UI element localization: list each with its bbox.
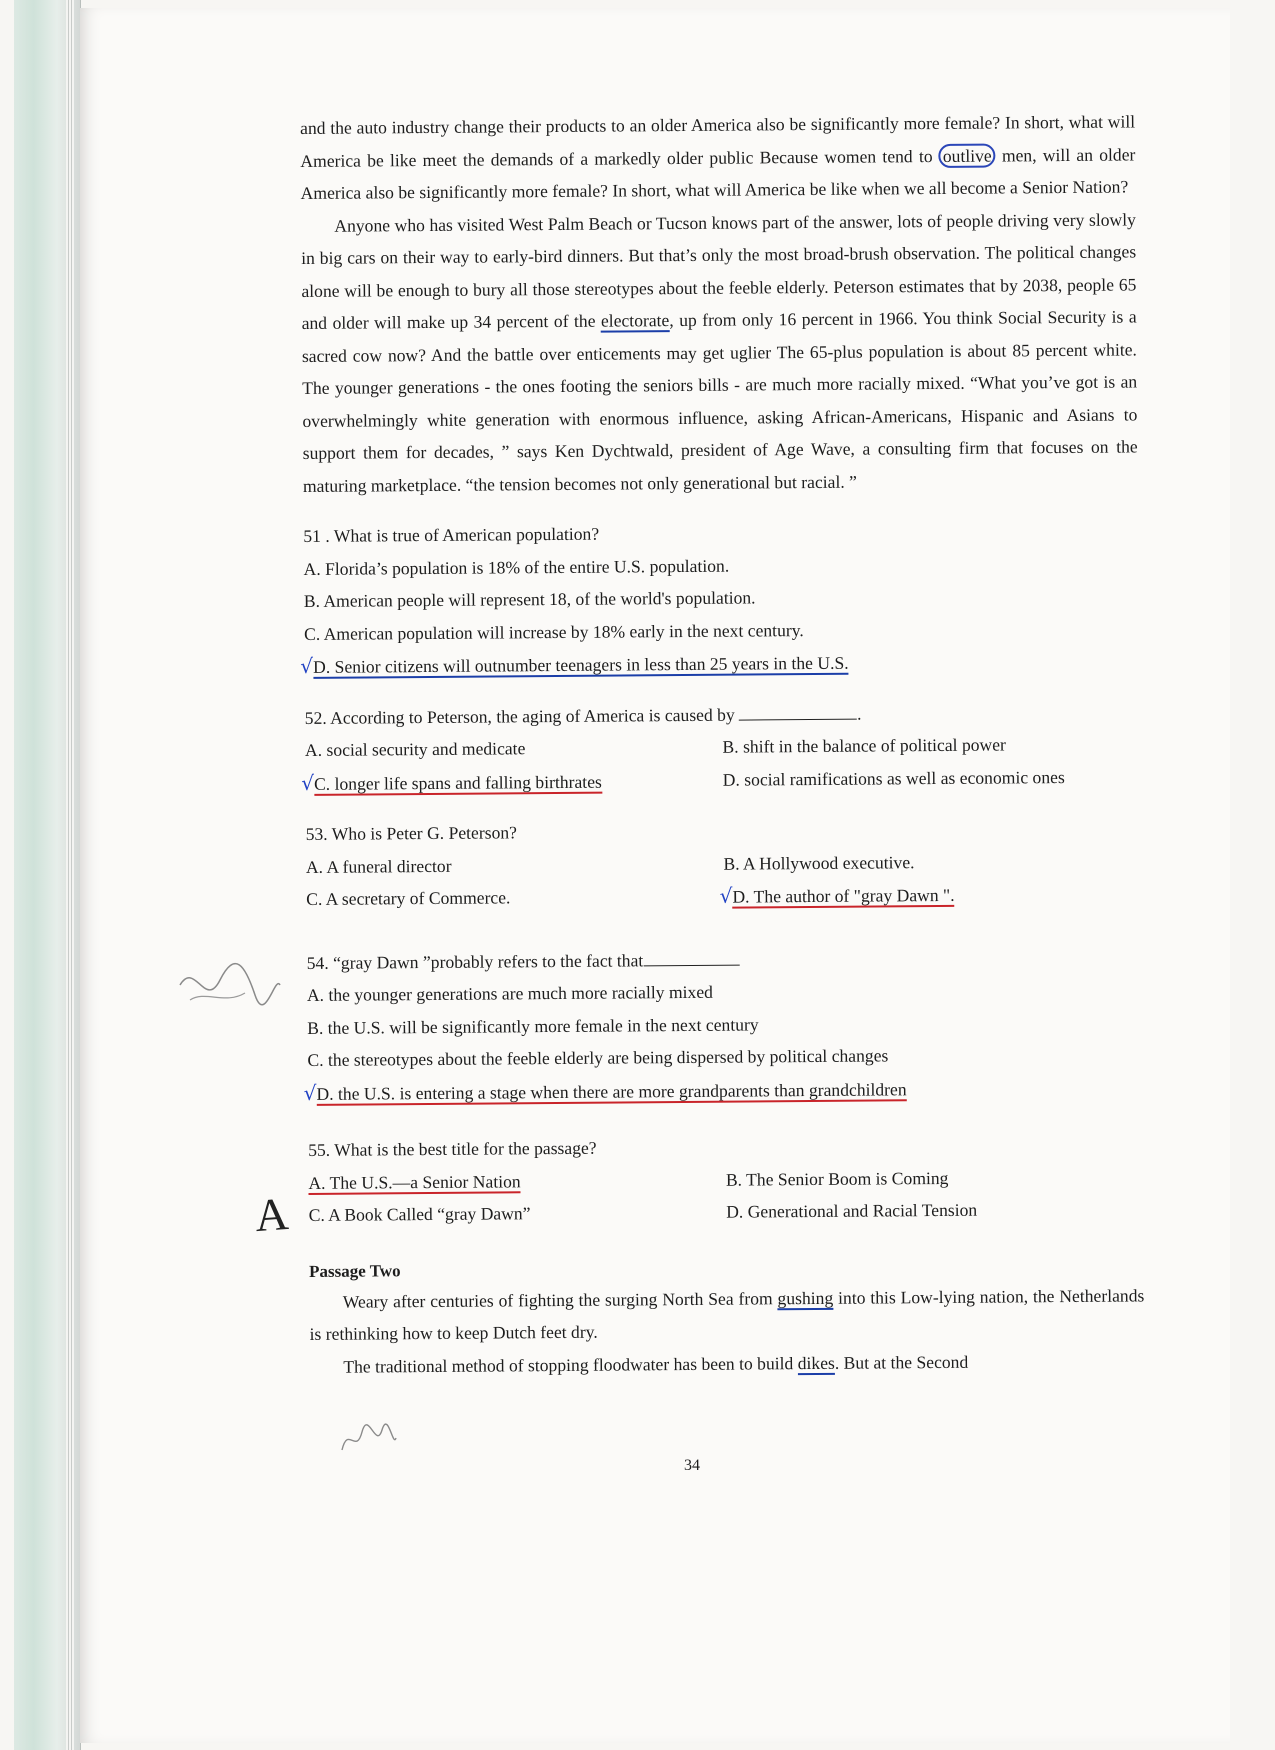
question-55 — [308, 1127, 1144, 1231]
check-mark-icon: √ — [300, 653, 314, 679]
question-stem: 55. What is the best title for the passage? — [308, 1137, 597, 1160]
passage-two-paragraph-one: Weary after centuries of fighting the surging North Sea from gushing into this Low-lying nation, the Netherlands is rethinking how to keep Dutch feet dry. — [309, 1284, 1145, 1344]
option-b: B. The Senior Boom is Coming — [725, 1167, 949, 1190]
underlined-word-dikes: dikes — [797, 1352, 835, 1373]
answer-blank — [643, 963, 739, 966]
passage-two-title: Passage Two — [309, 1260, 401, 1281]
option-c: √C. longer life spans and falling birthrates — [305, 763, 723, 800]
option-d: √D. Senior citizens will outnumber teenagers in less than 25 years in the U.S. — [304, 643, 1139, 683]
check-mark-icon: √ — [301, 770, 315, 795]
underlined-word-electorate: electorate — [600, 310, 670, 331]
question-53 — [306, 811, 1142, 916]
option-d: √D. the U.S. is entering a stage when there are more grandparents than grandchildren — [308, 1070, 1143, 1110]
options-row-2 — [309, 1192, 1144, 1231]
option-a: A. social security and medicate — [304, 738, 526, 760]
answer-blank — [739, 717, 857, 720]
option-a: A. the younger generations are much more racially mixed — [306, 981, 713, 1005]
question-stem: 52. According to Peterson, the aging of America is caused by . — [304, 703, 862, 728]
option-b: B. the U.S. will be significantly more female in the next century — [307, 1013, 759, 1038]
option-b: B. shift in the balance of political power — [722, 734, 1006, 757]
question-stem: 53. Who is Peter G. Peterson? — [305, 822, 518, 844]
question-51 — [300, 513, 1139, 683]
option-c: C. A secretary of Commerce. — [306, 887, 511, 909]
check-mark-icon: √ — [719, 883, 733, 908]
page-content — [300, 105, 1145, 1383]
option-d: D. Generational and Racial Tension — [726, 1199, 978, 1222]
question-stem: 54. “gray Dawn ”probably refers to the fact that — [307, 940, 1142, 979]
handwritten-answer-mark: A — [253, 1187, 290, 1242]
option-b: B. American people will represent 18, of the world's population. — [303, 587, 756, 611]
question-54 — [303, 940, 1143, 1110]
option-d: √D. The author of "gray Dawn ". — [724, 876, 1142, 913]
option-a: A. Florida’s population is 18% of the entire U.S. population. — [303, 555, 730, 579]
book-edge — [14, 0, 81, 1750]
option-c: C. American population will increase by 18% early in the next century. — [304, 619, 804, 644]
option-a: A. A funeral director — [305, 855, 452, 877]
question-stem: 51 . What is true of American population? — [303, 523, 600, 546]
page-number: 34 — [684, 1457, 700, 1474]
option-b: B. A Hollywood executive. — [723, 851, 915, 874]
circled-word-outlive: outlive — [939, 143, 996, 167]
paragraph-two: Anyone who has visited West Palm Beach or Tucson knows part of the answer, lots of people driving very slowly in big cars on their way to early-bird dinners. But that’s only the most broad-brush observation. The political changes alone will be enough to bury all those stereotypes about the feeble elderly. Peterson estimates that by 2038, people 65 and older will make up 34 percent of the electorate, up from only 16 percent in 1966. You think Social Security is a sacred cow now? And the battle over enticements may get uglier The 65-plus population is about 85 percent white. The younger generations - the ones footing the seniors bills - are much more racially mixed. “What you’ve got is an overwhelmingly white generation with enormous influence, asking Afri​can-Americans, Hispanic and Asians to support them for decades, ” says Ken Dychtwald, president of Age Wave, a consulting firm that focuses on the maturing marketplace. “the tension becomes not only generational but racial. ” — [301, 208, 1138, 496]
options-row-2 — [301, 760, 1140, 800]
option-a: A. The U.S.—a Senior Nation — [308, 1170, 521, 1193]
option-c: C. the stereotypes about the feeble elderly are being dispersed by political changes — [307, 1045, 889, 1070]
option-c: C. A Book Called “gray Dawn” — [308, 1203, 531, 1225]
check-mark-icon: √ — [303, 1080, 317, 1105]
underlined-word-gushing: gushing — [777, 1287, 834, 1308]
passage-two-paragraph-two: The traditional method of stopping floodwater has been to build dikes. But at the Second — [343, 1351, 969, 1377]
question-52 — [301, 695, 1141, 800]
option-d: D. social ramifications as well as economic ones — [722, 766, 1065, 790]
passage-one-continued: and the auto industry change their products to an older America also be significantly more female? In short, what will America be like meet the demands of a markedly older public Because women tend to outlive men, will an older America also be significantly more female? In short, what will America be like when we all become a Senior Nation? — [300, 111, 1136, 203]
options-row-2 — [306, 876, 1141, 916]
